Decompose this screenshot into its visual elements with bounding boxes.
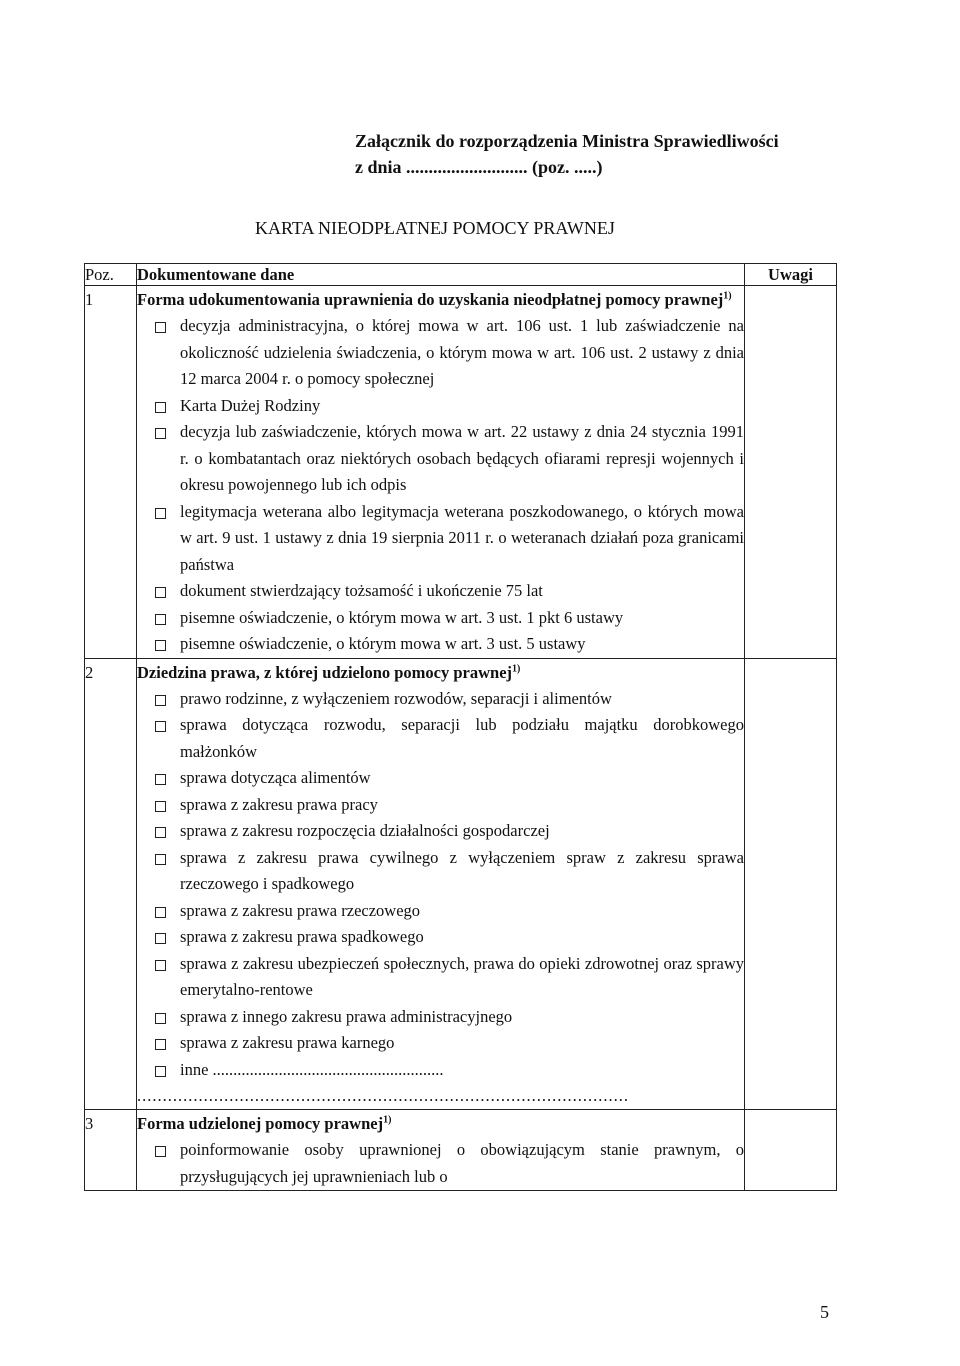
checkbox-option[interactable]	[137, 845, 744, 898]
option-label: sprawa z zakresu prawa karnego	[180, 1033, 395, 1052]
table-row	[85, 658, 837, 1110]
section-title-text: Forma udzielonej pomocy prawnej	[137, 1114, 384, 1133]
empty-checkbox-icon[interactable]	[155, 614, 166, 625]
table-row	[85, 286, 837, 659]
empty-checkbox-icon[interactable]	[155, 587, 166, 598]
option-label: pisemne oświadczenie, o którym mowa w art. 3 ust. 5 ustawy	[180, 634, 586, 653]
checkbox-option[interactable]	[137, 605, 744, 632]
option-label: sprawa z zakresu prawa rzeczowego	[180, 900, 421, 920]
empty-checkbox-icon[interactable]	[155, 854, 166, 865]
checkbox-option[interactable]	[137, 499, 744, 579]
option-label: poinformowanie osoby uprawnionej o obowiązującym stanie prawnym, o przysługujących jej uprawnieniach lub o	[180, 1140, 744, 1186]
empty-checkbox-icon[interactable]	[155, 933, 166, 944]
footnote-marker: 1)	[512, 663, 521, 674]
empty-checkbox-icon[interactable]	[155, 721, 166, 732]
footnote-marker: 1)	[723, 290, 732, 302]
option-label: dokument stwierdzający tożsamość i ukończenie 75 lat	[180, 581, 543, 600]
option-label: Karta Dużej Rodziny	[180, 395, 321, 415]
checkbox-option[interactable]	[137, 313, 744, 393]
option-label: sprawa z zakresu prawa pracy	[180, 794, 378, 814]
row-content	[137, 286, 745, 659]
option-label: sprawa z zakresu prawa spadkowego	[180, 927, 424, 946]
checkbox-option[interactable]	[137, 393, 744, 420]
empty-checkbox-icon[interactable]	[155, 1039, 166, 1050]
empty-checkbox-icon[interactable]	[155, 827, 166, 838]
empty-checkbox-icon[interactable]	[155, 640, 166, 651]
option-label: inne ........................................................	[180, 1059, 444, 1079]
empty-checkbox-icon[interactable]	[155, 402, 166, 413]
row-number: 1	[85, 286, 137, 659]
checkbox-option[interactable]	[137, 631, 744, 658]
option-label: sprawa dotycząca alimentów	[180, 768, 371, 787]
column-header-notes: Uwagi	[745, 264, 837, 286]
section-title	[137, 1110, 744, 1137]
empty-checkbox-icon[interactable]	[155, 1146, 166, 1157]
checkbox-option[interactable]	[137, 712, 744, 765]
checkbox-option[interactable]	[137, 898, 744, 925]
option-label: sprawa z zakresu rozpoczęcia działalności gospodarczej	[180, 821, 550, 840]
checkbox-option[interactable]	[137, 1030, 744, 1057]
option-label: decyzja administracyjna, o której mowa w art. 106 ust. 1 lub zaświadczenie na okoliczność udzielenia świadczenia, o którym mowa w art. 106 ust. 2 ustawy z dnia 12 marca 2004 r. o pomocy społecznej	[180, 316, 744, 388]
checkbox-option[interactable]	[137, 1057, 744, 1084]
checkbox-option[interactable]	[137, 818, 744, 845]
checkbox-option[interactable]	[137, 578, 744, 605]
section-title	[137, 286, 744, 313]
empty-checkbox-icon[interactable]	[155, 508, 166, 519]
notes-cell[interactable]	[745, 286, 837, 659]
checkbox-option[interactable]	[137, 765, 744, 792]
empty-checkbox-icon[interactable]	[155, 1066, 166, 1077]
checkbox-option[interactable]	[137, 1137, 744, 1190]
empty-checkbox-icon[interactable]	[155, 1013, 166, 1024]
checkbox-option[interactable]	[137, 924, 744, 951]
option-label: sprawa z zakresu ubezpieczeń społecznych, prawa do opieki zdrowotnej oraz sprawy emerytalno-rentowe	[180, 953, 744, 999]
option-label: sprawa z zakresu prawa cywilnego z wyłączeniem spraw z zakresu sprawa rzeczowego i spadkowego	[180, 847, 744, 893]
section-title-text: Dziedzina prawa, z której udzielono pomocy prawnej	[137, 662, 513, 682]
column-header-position: Poz.	[85, 264, 137, 286]
option-label: legitymacja weterana albo legitymacja weterana poszkodowanego, o których mowa w art. 9 ust. 1 ustawy z dnia 19 sierpnia 2011 r. o weteranach działań poza granicami państwa	[180, 501, 744, 574]
header-line-1: Załącznik do rozporządzenia Ministra Sprawiedliwości	[355, 131, 779, 151]
empty-checkbox-icon[interactable]	[155, 907, 166, 918]
empty-checkbox-icon[interactable]	[155, 774, 166, 785]
footnote-marker: 1)	[383, 1114, 392, 1126]
row-content	[137, 1110, 745, 1191]
option-label: sprawa z innego zakresu prawa administracyjnego	[180, 1006, 513, 1026]
option-label: pisemne oświadczenie, o którym mowa w art. 3 ust. 1 pkt 6 ustawy	[180, 607, 624, 627]
header-line-2: z dnia ........................... (poz. .....)	[355, 157, 603, 177]
table-row	[85, 1110, 837, 1191]
table-header-row	[85, 264, 837, 286]
notes-cell[interactable]	[745, 1110, 837, 1191]
row-content	[137, 658, 745, 1110]
checkbox-option[interactable]	[137, 686, 744, 713]
dotted-fill-line: ................................................................................................	[137, 1086, 629, 1105]
checkbox-option[interactable]	[137, 951, 744, 1004]
page-title: KARTA NIEODPŁATNEJ POMOCY PRAWNEJ	[255, 218, 615, 238]
empty-checkbox-icon[interactable]	[155, 801, 166, 812]
checkbox-option[interactable]	[137, 792, 744, 819]
empty-checkbox-icon[interactable]	[155, 960, 166, 971]
column-header-documented-data: Dokumentowane dane	[137, 264, 745, 286]
checkbox-option[interactable]	[137, 419, 744, 499]
empty-checkbox-icon[interactable]	[155, 428, 166, 439]
empty-checkbox-icon[interactable]	[155, 322, 166, 333]
legal-aid-card-table	[84, 263, 837, 1191]
header	[355, 128, 779, 180]
option-label: decyzja lub zaświadczenie, których mowa w art. 22 ustawy z dnia 24 stycznia 1991 r. o kombatantach oraz niektórych osobach będących ofiarami represji wojennych i okresu powojennego lub ich odpis	[180, 422, 744, 494]
option-label: prawo rodzinne, z wyłączeniem rozwodów, separacji i alimentów	[180, 688, 612, 708]
checkbox-option[interactable]	[137, 1004, 744, 1031]
row-number: 2	[85, 658, 137, 1110]
notes-cell[interactable]	[745, 658, 837, 1110]
option-label: sprawa dotycząca rozwodu, separacji lub podziału majątku dorobkowego małżonków	[180, 715, 744, 761]
row-number: 3	[85, 1110, 137, 1191]
page-number: 5	[820, 1302, 829, 1322]
section-title-text: Forma udokumentowania uprawnienia do uzyskania nieodpłatnej pomocy prawnej	[137, 290, 724, 309]
section-title	[137, 659, 744, 686]
empty-checkbox-icon[interactable]	[155, 695, 166, 706]
